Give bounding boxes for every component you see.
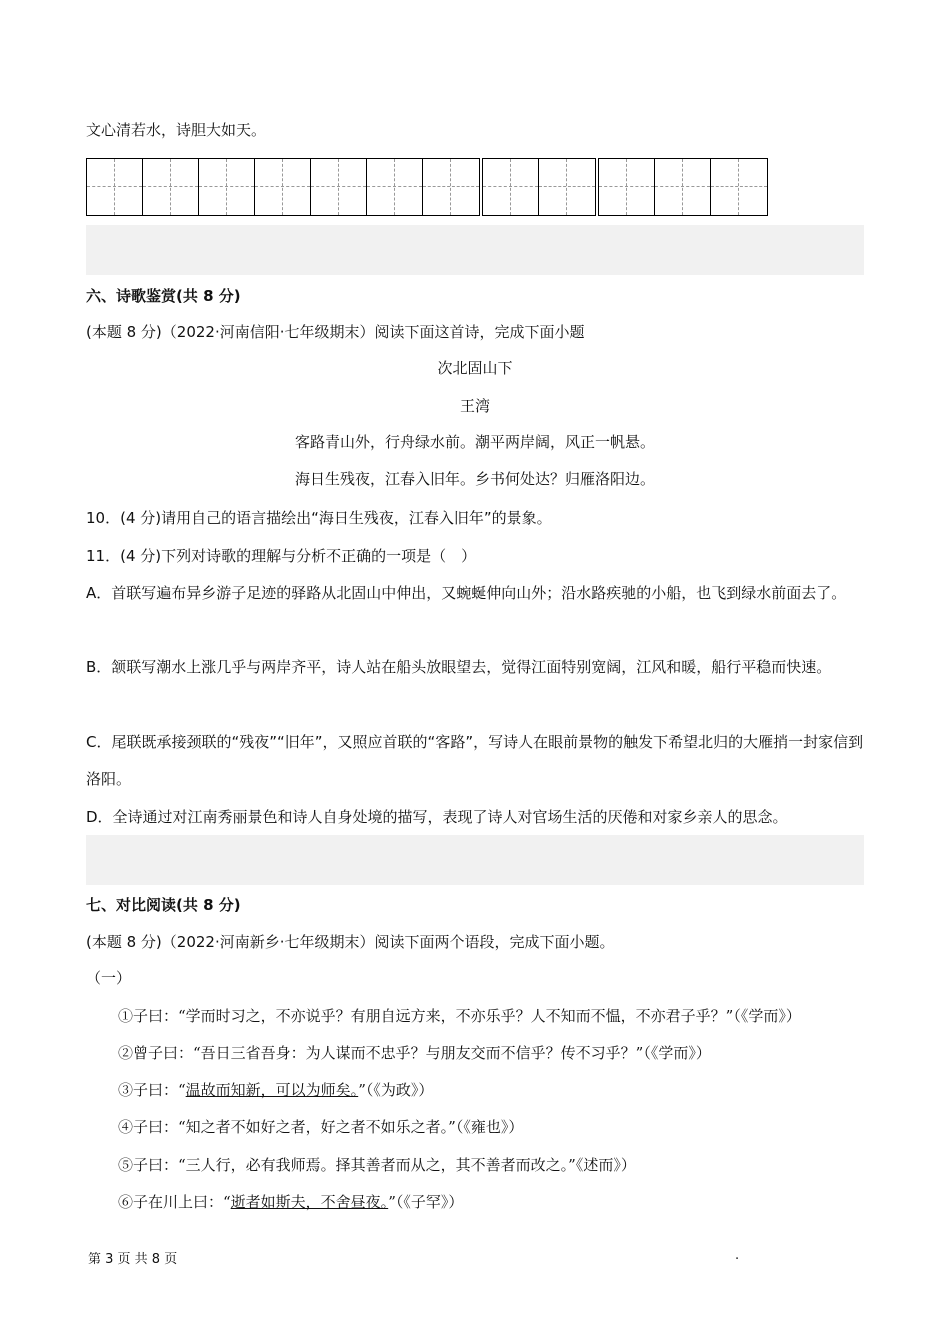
grid-group <box>86 158 480 216</box>
section7-intro: (本题 8 分)（2022·河南新乡·七年级期末）阅读下面两个语段，完成下面小题。 <box>86 933 615 951</box>
poem-line-2: 海日生残夜，江春入旧年。乡书何处达？归雁洛阳边。 <box>294 470 655 488</box>
writing-grid <box>86 158 770 216</box>
grid-cell <box>367 159 423 215</box>
page-number: 第 3 页 共 8 页 <box>88 1252 178 1267</box>
item6-suffix: ”（《子罕》） <box>388 1193 464 1211</box>
footer-dot: . <box>735 1248 740 1263</box>
question-11: 11．(4 分)下列对诗歌的理解与分析不正确的一项是（ ） <box>86 547 477 565</box>
item6-prefix: ⑥子在川上曰：“ <box>118 1193 231 1211</box>
grid-cell <box>423 159 479 215</box>
grid-group <box>598 158 768 216</box>
analects-item-4: ④子曰：“知之者不如好之者，好之者不如乐之者。”（《雍也》） <box>118 1118 524 1136</box>
grid-cell <box>143 159 199 215</box>
grid-cell <box>199 159 255 215</box>
part-one-label: （一） <box>86 969 132 987</box>
section6-heading: 六、诗歌鉴赏(共 8 分) <box>86 287 241 305</box>
essay-prompt-line: 文心清若水，诗胆大如天。 <box>86 121 267 139</box>
analects-item-6 <box>118 1192 463 1212</box>
item6-underlined: 逝者如斯夫，不舍昼夜。 <box>230 1193 389 1211</box>
grid-cell <box>599 159 655 215</box>
grid-cell <box>255 159 311 215</box>
answer-area <box>86 225 864 275</box>
grid-cell <box>87 159 143 215</box>
question-10: 10．(4 分)请用自己的语言描绘出“海日生残夜，江春入旧年”的景象。 <box>86 509 552 527</box>
grid-cell <box>483 159 539 215</box>
grid-cell <box>655 159 711 215</box>
analects-item-2: ②曾子曰：“吾日三省吾身：为人谋而不忠乎？与朋友交而不信乎？传不习乎？”（《学而》） <box>118 1044 711 1062</box>
grid-cell <box>539 159 595 215</box>
poem-line-1: 客路青山外，行舟绿水前。潮平两岸阔，风正一帆悬。 <box>294 433 655 451</box>
analects-item-5: ⑤子曰：“三人行，必有我师焉。择其善者而从之，其不善者而改之。”《述而》） <box>118 1156 636 1174</box>
option-c: C．尾联既承接颈联的“残夜”“旧年”，又照应首联的“客路”，写诗人在眼前景物的触发下希望北归的大雁捎一封家信到洛阳。 <box>86 733 864 788</box>
item3-suffix: ”（《为政》） <box>358 1081 434 1099</box>
grid-cell <box>311 159 367 215</box>
grid-group <box>482 158 596 216</box>
section7-heading: 七、对比阅读(共 8 分) <box>86 896 241 914</box>
option-b: B．颔联写潮水上涨几乎与两岸齐平，诗人站在船头放眼望去，觉得江面特别宽阔，江风和暖，船行平稳而快速。 <box>86 658 832 676</box>
option-a: A．首联写遍布异乡游子足迹的驿路从北固山中伸出，又蜿蜒伸向山外；沿水路疾驰的小船，也飞到绿水前面去了。 <box>86 584 847 602</box>
grid-cell <box>711 159 767 215</box>
poem-title: 次北固山下 <box>437 359 513 377</box>
answer-area-2 <box>86 835 864 885</box>
poem-author: 王湾 <box>459 397 490 415</box>
analects-item-1: ①子曰：“学而时习之，不亦说乎？有朋自远方来，不亦乐乎？人不知而不愠，不亦君子乎？”（《学而》） <box>118 1007 801 1025</box>
analects-item-3 <box>118 1080 433 1100</box>
section6-intro: (本题 8 分)（2022·河南信阳·七年级期末）阅读下面这首诗，完成下面小题 <box>86 323 585 341</box>
item3-underlined: 温故而知新，可以为师矣。 <box>185 1081 359 1099</box>
option-d: D．全诗通过对江南秀丽景色和诗人自身处境的描写，表现了诗人对官场生活的厌倦和对家乡亲人的思念。 <box>86 808 788 826</box>
item3-prefix: ③子曰：“ <box>118 1081 186 1099</box>
